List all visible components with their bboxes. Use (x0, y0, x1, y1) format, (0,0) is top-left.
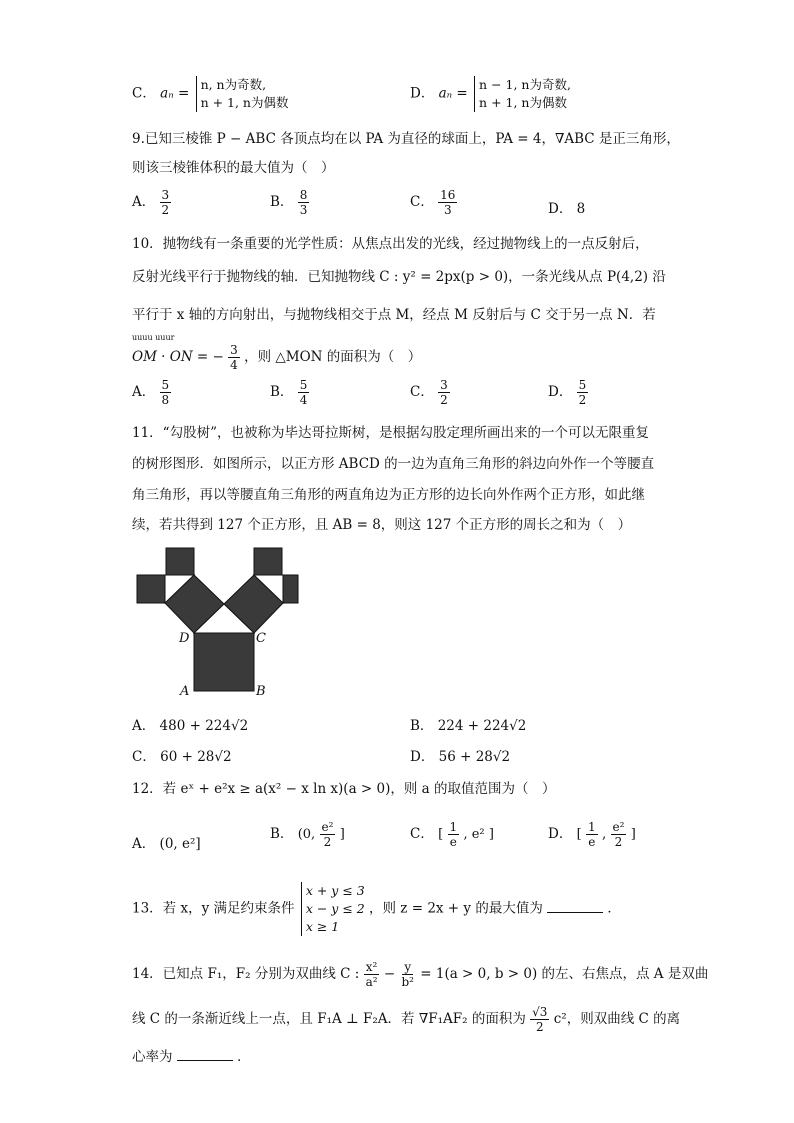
q14-stem-line-2 (132, 1005, 680, 1034)
tree-square (254, 548, 282, 575)
numerator: 8 (299, 188, 308, 202)
q12-option-b (270, 820, 345, 849)
fraction (298, 378, 310, 407)
q11-option-a (132, 714, 248, 734)
stem-suffix: ，则 z = 2x + y 的最大值为 (369, 900, 543, 917)
denominator: 2 (440, 393, 448, 407)
option-value: 8 (576, 201, 586, 217)
option-label: B． (270, 826, 294, 842)
option-label: A． (132, 718, 156, 734)
numerator: e² (612, 820, 625, 834)
numerator: y (404, 960, 412, 974)
fraction (438, 378, 450, 407)
q13-stem (132, 882, 621, 936)
option-value: 480 + 224√2 (159, 718, 249, 734)
option-label: C． (410, 384, 434, 400)
label-b: B (256, 684, 266, 699)
numerator: 3 (230, 343, 238, 357)
q10-stem-line-4 (132, 343, 421, 372)
case-line: n, n为奇数, (200, 77, 267, 92)
option-label: A． (132, 384, 156, 400)
q10-option-c (410, 378, 450, 407)
option-label: D． (410, 749, 435, 765)
denominator: e (449, 835, 457, 849)
denominator: a² (365, 975, 378, 989)
denominator: e (588, 835, 596, 849)
q11-option-b (410, 714, 526, 734)
interval-close: ] (488, 827, 494, 842)
case-line: n − 1, n为奇数, (479, 77, 571, 92)
case-line: n + 1, n为偶数 (479, 95, 567, 110)
interval-open: [ (438, 827, 444, 842)
denominator: 2 (535, 1020, 544, 1034)
tree-square (166, 548, 194, 575)
denominator: 2 (323, 835, 332, 849)
fraction (160, 188, 172, 217)
numerator: 16 (440, 188, 456, 202)
fraction (577, 378, 589, 407)
numerator: 1 (449, 820, 458, 834)
stem-tail: ，则 △MON 的面积为（ ） (244, 349, 422, 365)
stem-text: 心率为 (132, 1049, 173, 1065)
q12-option-d: D． [ $\frac{1}{e}$ , $\frac{\text{e²}}{2}$ ] (548, 820, 636, 849)
option-value: 224 + 224√2 (437, 718, 527, 734)
q11-option-c (132, 745, 232, 765)
tree-square (137, 575, 165, 603)
fraction (228, 343, 240, 372)
q14-stem-line-1 (132, 960, 708, 989)
stem-end: ． (607, 900, 621, 917)
q11-option-d (410, 745, 510, 765)
q11-stem-line-4: 续，若共得到 127 个正方形，且 AB = 8，则这 127 个正方形的周长之和为（ ） (132, 517, 632, 533)
stem-end: ． (237, 1049, 251, 1065)
q8-option-d (410, 76, 571, 112)
q12-option-c (410, 820, 494, 849)
pythagoras-tree-figure (130, 545, 300, 700)
vector-arrow-marks: uuuu uuur (132, 333, 175, 342)
constraint-line: x − y ≤ 2 (305, 901, 365, 916)
fraction (586, 820, 598, 849)
tree-square (283, 575, 298, 603)
option-label: D． (410, 85, 435, 102)
q14-stem-line-3 (132, 1048, 251, 1066)
option-label: D． (548, 384, 573, 400)
denominator: 3 (299, 203, 308, 217)
numerator: 3 (440, 378, 448, 392)
denominator: 3 (443, 203, 452, 217)
q11-stem-line-2: 的树形图形．如图所示，以正方形 ABCD 的一边为直角三角形的斜边向外作一个等腰直 (132, 456, 655, 472)
label-a: A (180, 684, 190, 699)
denominator: 8 (161, 393, 170, 407)
fraction (320, 820, 336, 849)
interval-close: ] (339, 827, 345, 842)
option-value: (0, e²] (159, 836, 201, 852)
q10-option-a (132, 378, 171, 407)
q12-stem-line-1: 12．若 eˣ + e²x ≥ a(x² − x ln x)(a > 0)，则 a 的取值范围为（ ） (132, 781, 556, 797)
q12-option-a (132, 832, 201, 852)
q10-option-b (270, 378, 309, 407)
piecewise-cases (474, 76, 571, 112)
q9-option-a (132, 188, 171, 217)
q9-stem-line-2: 则该三棱锥体积的最大值为（ ） (132, 160, 335, 176)
interval-open: (0, (297, 827, 316, 842)
numerator: 3 (161, 188, 170, 202)
q9-option-b (270, 188, 309, 217)
option-label: C． (410, 826, 434, 842)
option-value: 60 + 28√2 (160, 749, 232, 765)
option-label: C． (410, 194, 434, 210)
square-abcd (194, 633, 254, 691)
interval-close: ] (630, 827, 636, 842)
denominator: 2 (161, 203, 170, 217)
option-label: B． (410, 718, 434, 734)
q8-option-c (132, 76, 288, 112)
vector-dot-product: OM · ON = − (132, 349, 224, 365)
piecewise-cases (196, 76, 289, 112)
option-lhs: aₙ = (438, 85, 468, 102)
interval-open: [ (576, 827, 582, 842)
fraction (530, 1005, 549, 1034)
option-value: 56 + 28√2 (438, 749, 511, 765)
stem-prefix: 13．若 x，y 满足约束条件 (132, 900, 295, 917)
q10-stem-line-1: 10．抛物线有一条重要的光学性质：从焦点出发的光线，经过抛物线上的一点反射后， (132, 236, 649, 252)
stem-text: = 1(a > 0, b > 0) 的左、右焦点，点 A 是双曲 (420, 966, 709, 982)
q9-option-d (548, 197, 585, 217)
option-label: C． (132, 749, 156, 765)
q10-stem-line-3: 平行于 x 轴的方向射出，与抛物线相交于点 M，经点 M 反射后与 C 交于另一点 N．若 (132, 307, 656, 323)
denominator: 2 (614, 835, 623, 849)
q11-stem-line-1: 11．“勾股树”，也被称为毕达哥拉斯树，是根据勾股定理所画出来的一个可以无限重复 (132, 425, 649, 441)
numerator: 1 (588, 820, 596, 834)
stem-text: 线 C 的一条渐近线上一点，且 F₁A ⊥ F₂A．若 ∇F₁AF₂ 的面积为 (132, 1011, 526, 1027)
constraint-line: x ≥ 1 (305, 919, 340, 934)
option-label: B． (270, 194, 294, 210)
constraint-system (301, 882, 365, 936)
fraction (438, 188, 457, 217)
label-c: C (256, 631, 266, 646)
stem-text: c²，则双曲线 C 的离 (553, 1011, 681, 1027)
fraction (611, 820, 627, 849)
q10-option-d (548, 378, 588, 407)
fraction (364, 960, 380, 989)
denominator: 4 (230, 358, 238, 372)
q9-option-c (410, 188, 457, 217)
fraction (160, 378, 172, 407)
fraction (399, 960, 416, 989)
fraction (298, 188, 310, 217)
numerator: e² (321, 820, 334, 834)
case-line: n + 1, n为偶数 (200, 95, 289, 110)
q9-stem-line-1: 9.已知三棱锥 P − ABC 各顶点均在以 PA 为直径的球面上，PA = 4，∇ABC 是正三角形， (132, 131, 680, 147)
option-label: D． (548, 826, 573, 842)
interval-mid: , e² (463, 827, 485, 842)
stem-text: 14．已知点 F₁，F₂ 分别为双曲线 C : (132, 966, 360, 982)
label-d: D (179, 631, 190, 646)
answer-blank[interactable] (177, 1048, 233, 1061)
answer-blank[interactable] (547, 900, 603, 913)
denominator: b² (401, 975, 414, 989)
numerator: x² (365, 960, 378, 974)
option-label: A． (132, 836, 156, 852)
numerator: √3 (532, 1005, 548, 1019)
denominator: 4 (299, 393, 308, 407)
q10-stem-line-2: 反射光线平行于抛物线的轴．已知抛物线 C : y² = 2px(p > 0)，一条光线从点 P(4,2) 沿 (132, 269, 666, 285)
option-lhs: aₙ = (160, 85, 190, 102)
numerator: 5 (578, 378, 587, 392)
minus-sign: − (383, 966, 396, 982)
denominator: 2 (578, 393, 587, 407)
numerator: 5 (299, 378, 308, 392)
option-label: C． (132, 85, 156, 102)
constraint-line: x + y ≤ 3 (305, 883, 365, 898)
q11-stem-line-3: 角三角形，再以等腰直角三角形的两直角边为正方形的边长向外作两个正方形，如此继 (132, 487, 645, 503)
option-label: B． (270, 384, 294, 400)
option-label: D． (548, 201, 573, 217)
numerator: 5 (161, 378, 170, 392)
fraction (448, 820, 460, 849)
option-label: A． (132, 194, 156, 210)
